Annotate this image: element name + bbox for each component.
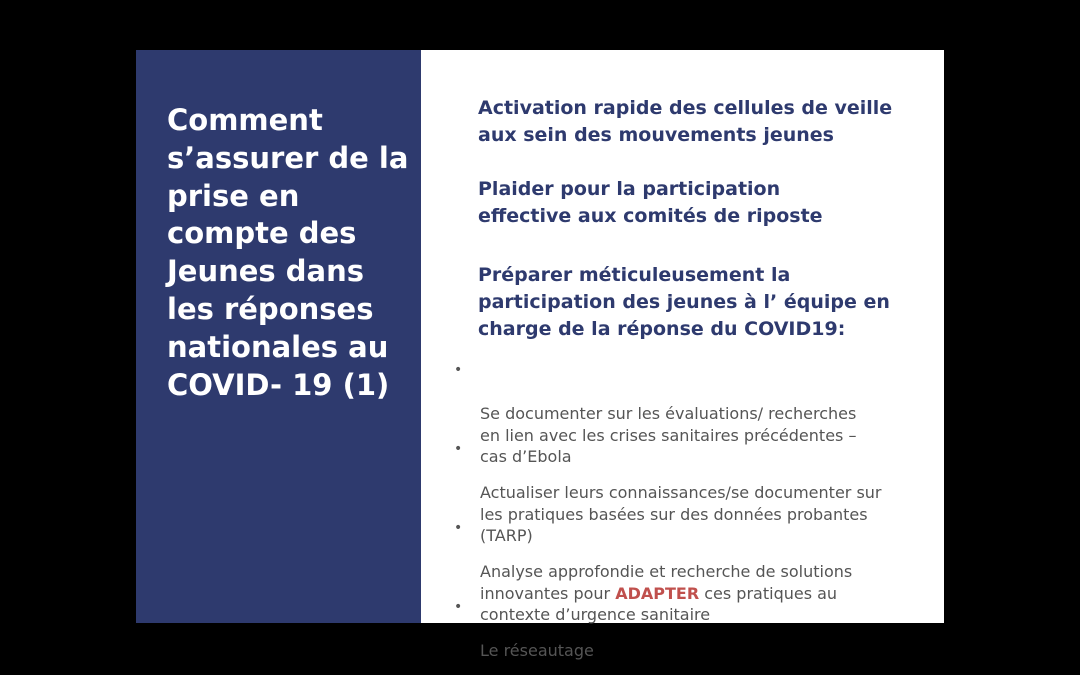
bullet-text: Se documenter sur les évaluations/ recherches en lien avec les crises sanitaires précédentes – cas d’Ebola bbox=[480, 404, 857, 466]
bullet-icon: • bbox=[454, 441, 463, 457]
bullet-text-after: ces pratiques au contexte d’urgence sanitaire bbox=[480, 583, 838, 624]
bullet-icon: • bbox=[454, 599, 463, 615]
heading-plaider: Plaider pour la participation effective aux comités de riposte bbox=[478, 178, 823, 227]
slide bbox=[136, 50, 944, 660]
bullet-text: Le réseautage bbox=[480, 641, 594, 660]
bullet-text-before: Analyse approfondie et recherche de solutions innovantes pour bbox=[480, 562, 853, 603]
bullet-icon: • bbox=[454, 520, 463, 536]
bullet-item-reseautage bbox=[454, 597, 920, 662]
heading-activation: Activation rapide des cellules de veille aux sein des mouvements jeunes bbox=[478, 97, 893, 146]
bullet-icon: • bbox=[454, 362, 463, 378]
heading-preparer: Préparer méticuleusement la participation des jeunes à l’ équipe en charge de la réponse du COVID19: bbox=[478, 264, 890, 340]
slide-title: Comment s’assurer de la prise en compte des Jeunes dans les réponses nationales au COVID- 19 (1) bbox=[167, 103, 409, 402]
bullet-text: Actualiser leurs connaissances/se documenter sur les pratiques basées sur des données probantes (TARP) bbox=[480, 483, 882, 545]
highlight-adapter: ADAPTER bbox=[615, 583, 700, 603]
title-panel bbox=[136, 50, 421, 623]
